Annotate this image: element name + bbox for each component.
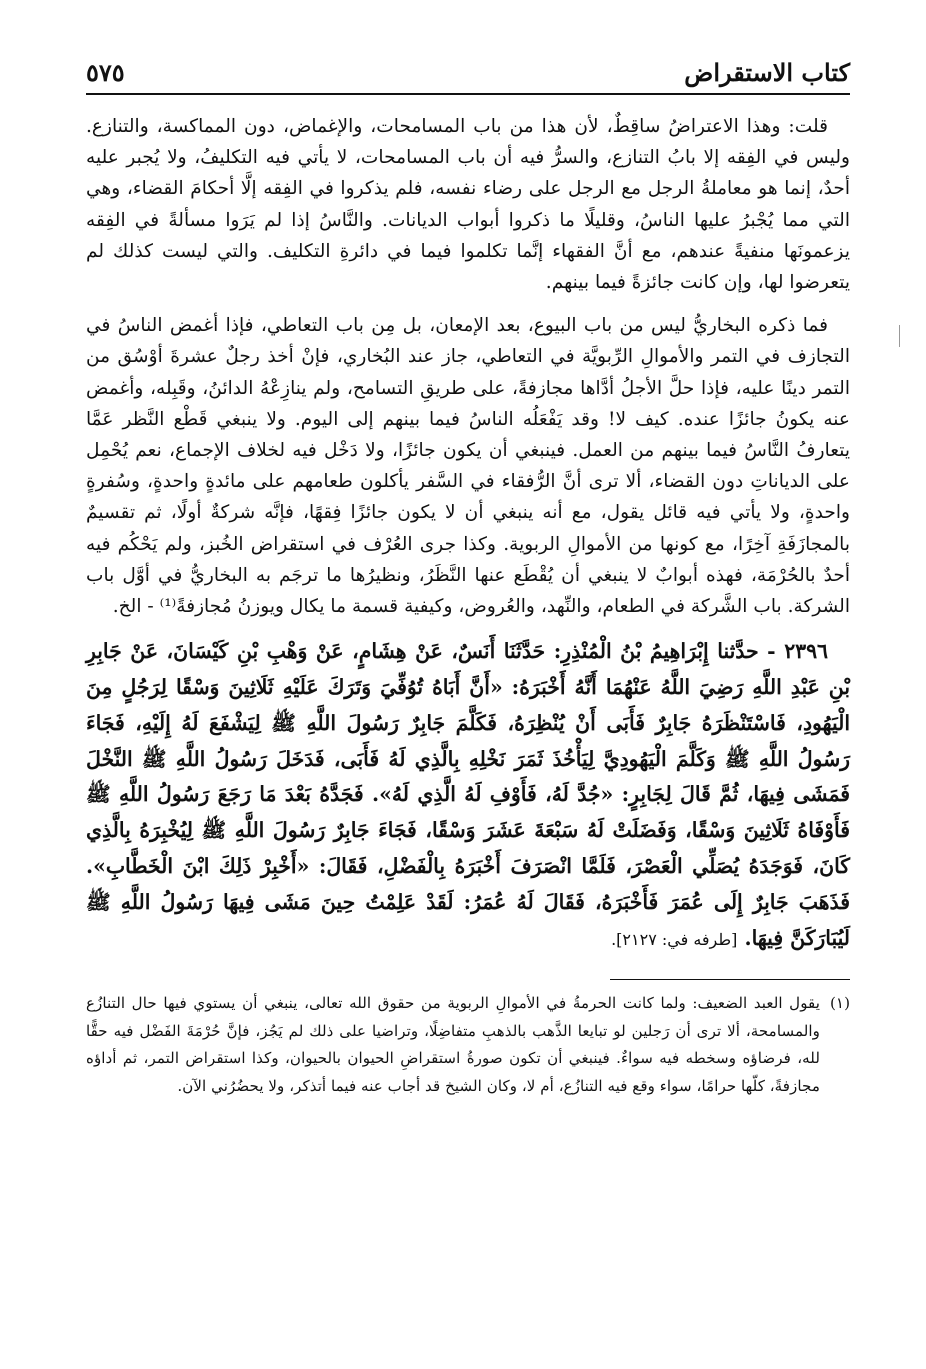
hadith-number: ٢٣٩٦ bbox=[784, 639, 828, 664]
commentary-paragraph-2: فما ذكره البخاريُّ ليس من باب البيوع، بعد الإمعان، بل مِن باب التعاطي، فإذا أغمض الناسُ في التجازف في التمر والأموالِ الرِّبويَّة في التعاطي، جاز عند البُخاري، فإنْ أخذ رجلٌ عشرةَ أوْسُق من التمر دينًا عليه، فإذا حلَّ الأجلُ أدَّاها مجازفةً، على طريقِ التسامح، ولم ينازِعْهُ الدائنُ، وقَبِله، وأغمض عنه يكونُ جائزًا عنده. كيف لا! وقد يَفْعَلُه الناسُ فيما بينهم إلى اليوم. ولا ينبغي قَطْع النَّظر عَمَّا يتعارفُ النَّاسُ فيما بينهم من العمل. فينبغي أن يكون جائزًا، ولا دَخْل فيه لخلاف الإجماع، نعم يُحْمِل على الدياناتِ دون القضاء، ألا ترى أنَّ الرُّفقاء في السَّفر يأكلون طعامهم على مائدةٍ واحدةٍ، وسُفرةٍ واحدةٍ، ولا يأتي فيه قائل يقول، مع أنه ينبغي أن لا يكون جائزًا فِقهًا، فإنَّه شركةٌ أولًا، ثم تقسيمٌ بالمجازَفَةِ آخِرًا، مع كونها من الأموالِ الربوية. وكذا جرى العُرْف في استقراض الخُبز، ولم يَحْكُم فيه أحدٌ بالحُرْمَة، فهذه أبوابٌ لا ينبغي أن يُقْطَع عنها النَّظَرُ، ونظيرُها ما ترجَم به البخاريُّ في أوَّل باب الشركة. باب الشَّركة في الطعام، والنِّهد، والعُروض، وكيفية قسمة ما يكال ويوزنُ مُجازفةً⁽¹⁾ - الخ. bbox=[86, 315, 850, 618]
footnote-marker: (١) bbox=[829, 994, 850, 1013]
commentary-paragraph-1: قلت: وهذا الاعتراضُ ساقِطٌ، لأن هذا من باب المسامحات، والإغماض، دون المماكسة، والتنازع. وليس في الفِقه إلا بابُ التنازع، والسرُّ فيه أن باب المسامحات، لا يأتي فيه التكليفُ، ولا يُجبر عليه أحدٌ، إنما هو معاملةُ الرجل مع الرجل على رضاء نفسه، فلم يذكروا في الفِقه إلَّا أحكامَ القضاء، وهي التي مما يُجْبرُ عليها الناسُ، وقليلًا ما ذكروا أبواب الديانات. والنَّاسُ إذا لم يَرَوا مسألةً في الفِقه يزعمونَها منفيةً عندهم، مع أنَّ الفقهاء إنَّما تكلموا فيما في دائرةِ التكليف. والتي ليست كذلك لم يتعرضوا لها، وإن كانت جائزةً فيما بينهم. bbox=[86, 116, 850, 294]
footnote bbox=[86, 990, 850, 1100]
hadith-text: - حدَّثنا إِبْرَاهِيمُ بْنُ الْمُنْذِرِ: حَدَّثَنَا أَنَسٌ، عَنْ هِشَامٍ، عَنْ وَهْبِ بْنِ كَيْسَانَ، عَنْ جَابِرِ بْنِ عَبْدِ اللَّهِ رَضِيَ اللَّهُ عَنْهُمَا أَنَّهُ أَخْبَرَهُ: «أَنَّ أَبَاهُ تُوُفِّيَ وَتَرَكَ عَلَيْهِ ثَلَاثِينَ وَسْقًا لِرَجُلٍ مِنَ الْيَهُودِ، فَاسْتَنْظَرَهُ جَابِرٌ فَأَبَى أَنْ يُنْظِرَهُ، فَكَلَّمَ جَابِرٌ رَسُولَ اللَّهِ ﷺ لِيَشْفَعَ لَهُ إِلَيْهِ، فَجَاءَ رَسُولُ اللَّهِ ﷺ وَكَلَّمَ الْيَهُودِيَّ لِيَأْخُذَ ثَمَرَ نَخْلِهِ بِالَّذِي لَهُ فَأَبَى، فَدَخَلَ رَسُولُ اللَّهِ ﷺ النَّخْلَ فَمَشَى فِيهَا، ثُمَّ قَالَ لِجَابِرٍ: «جُدَّ لَهُ، فَأَوْفِ لَهُ الَّذِي لَهُ». فَجَدَّهُ بَعْدَ مَا رَجَعَ رَسُولُ اللَّهِ ﷺ فَأَوْفَاهُ ثَلَاثِينَ وَسْقًا، وَفَضَلَتْ لَهُ سَبْعَةَ عَشَرَ وَسْقًا، فَجَاءَ جَابِرٌ رَسُولَ اللَّهِ ﷺ لِيُخْبِرَهُ بِالَّذِي كَانَ، فَوَجَدَهُ يُصَلِّي الْعَصْرَ، فَلَمَّا انْصَرَفَ أَخْبَرَهُ بِالْفَضْلِ، فَقَالَ: «أَخْبِرْ ذَلِكَ ابْنَ الْخَطَّابِ». فَذَهَبَ جَابِرٌ إِلَى عُمَرَ فَأَخْبَرَهُ، فَقَالَ لَهُ عُمَرُ: لَقَدْ عَلِمْتُ حِينَ مَشَى فِيهَا رَسُولُ اللَّهِ ﷺ لَيُبَارَكَنَّ فِيهَا. bbox=[86, 639, 850, 950]
hadith-cross-reference: [طرفه في: ٢١٢٧]. bbox=[611, 929, 738, 949]
hadith-block bbox=[86, 634, 850, 957]
footnote-divider bbox=[610, 979, 850, 980]
running-title: كتاب الاستقراض bbox=[684, 58, 850, 87]
page-header bbox=[86, 58, 850, 95]
page-number: ٥٧٥ bbox=[86, 58, 125, 87]
footnote-text: يقول العبد الضعيف: ولما كانت الحرمةُ في الأموالِ الربوية من حقوق الله تعالى، ينبغي أن يستوي فيها حال التنازُع والمسامحة، ألا ترى أن رَجلين لو تبايعا الذَّهب بالذهبِ متفاضِلًا، وتراضيا على ذلك لم يَجُز، فإنَّ حُرْمَةَ الفَضْل فيه حقًّا لله، فرضاؤه وسخطه فيه سواءٌ. فينبغي أن تكون صورةُ استقراضِ الحيوان بالحيوان، وكذا استقراض التمر، ثم أداؤه مجازفةً، كلّها حرامًا، سواء وقع فيه التنازُع، أم لا، وكان الشيخ قد أجاب عنه فيما أتذكر، ولا يحضُرُني الآن. bbox=[86, 994, 820, 1095]
margin-mark bbox=[899, 325, 900, 347]
